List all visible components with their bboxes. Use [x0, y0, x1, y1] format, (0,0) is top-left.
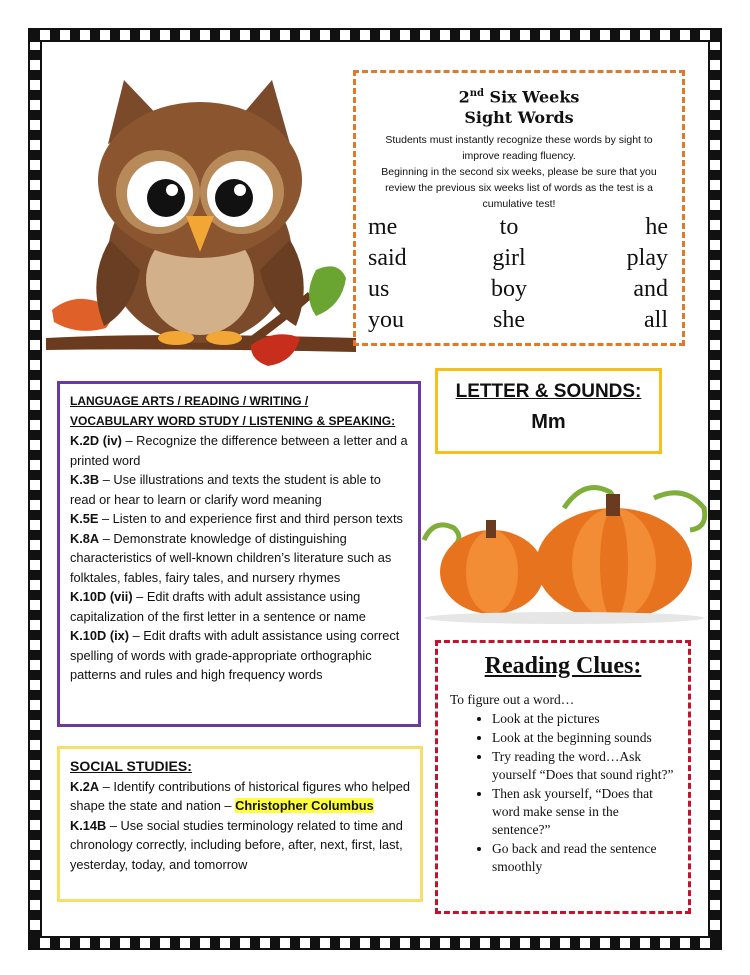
sight-words-instructions: Students must instantly recognize these words by sight to improve reading fluency. Beginning in the second six weeks, please be sure that you review the previous six weeks list of words as the test is a cumulative test! — [381, 134, 657, 211]
sight-word: girl — [492, 245, 526, 271]
reading-tip: • Go back and read the sentence smoothly — [492, 840, 678, 876]
owl-on-branch-illustration — [46, 70, 356, 370]
letter-of-week: Mm — [531, 411, 566, 433]
reading-tip: • Look at the beginning sounds — [492, 729, 678, 747]
standard-item: K.8A – Demonstrate knowledge of distinguishing characteristics of well-known children’s literature such as folktales, fables, fairy tales, and nursery rhymes — [70, 530, 392, 585]
sight-words-box — [353, 70, 685, 346]
sight-word: all — [644, 307, 668, 333]
sight-word: you — [368, 307, 404, 333]
sight-word-list — [368, 213, 668, 335]
sight-word: she — [493, 307, 525, 333]
standard-item: K.5E – Listen to and experience first and third person texts — [70, 511, 403, 526]
highlighted-figure: Christopher Columbus — [235, 798, 374, 813]
pumpkins-illustration — [414, 468, 714, 628]
reading-tip: • Then ask yourself, “Does that word make sense in the sentence?” — [492, 785, 678, 839]
standard-item: K.2A – Identify contributions of historical figures who helped shape the state and nation – Christopher Columbus — [70, 778, 411, 813]
reading-clues-box — [435, 640, 691, 914]
reading-tip: • Look at the pictures — [492, 710, 678, 728]
language-arts-heading: LANGUAGE ARTS / READING / WRITING / VOCABULARY WORD STUDY / LISTENING & SPEAKING: — [70, 394, 396, 428]
language-arts-box — [57, 381, 421, 727]
sight-words-title: 2nd Six Weeks Sight Words — [458, 87, 580, 128]
social-studies-box — [57, 746, 423, 902]
social-studies-heading: SOCIAL STUDIES: — [70, 758, 192, 774]
standard-item: K.3B – Use illustrations and texts the student is able to read or hear to learn or clarify word meaning — [70, 472, 381, 507]
letter-sounds-title: LETTER & SOUNDS: — [455, 381, 642, 402]
standard-item: K.10D (ix) – Edit drafts with adult assistance using correct spelling of words with grade-appropriate orthographic patterns and rules and high frequency words — [70, 628, 400, 682]
standard-item: K.10D (vii) – Edit drafts with adult assistance using capitalization of the first letter in a sentence or name — [70, 589, 366, 624]
sight-word: and — [633, 276, 668, 302]
sight-word: he — [645, 214, 668, 240]
reading-tips-list — [438, 710, 688, 876]
sight-word: play — [626, 245, 668, 271]
sight-word: me — [368, 214, 398, 240]
reading-clues-title: Reading Clues: — [484, 653, 642, 679]
reading-clues-intro: To figure out a word… — [450, 692, 575, 707]
sight-word: to — [499, 214, 519, 240]
standard-item: K.2D (iv) – Recognize the difference between a letter and a printed word — [70, 433, 408, 468]
sight-word: boy — [491, 276, 527, 302]
standard-item: K.14B – Use social studies terminology related to time and chronology correctly, including before, after, next, first, last, yesterday, today, and tomorrow — [70, 817, 403, 872]
sight-word: us — [368, 276, 390, 302]
reading-tip: • Try reading the word…Ask yourself “Does that sound right?” — [492, 748, 678, 784]
letter-sounds-box — [435, 368, 662, 454]
sight-word: said — [368, 245, 407, 271]
